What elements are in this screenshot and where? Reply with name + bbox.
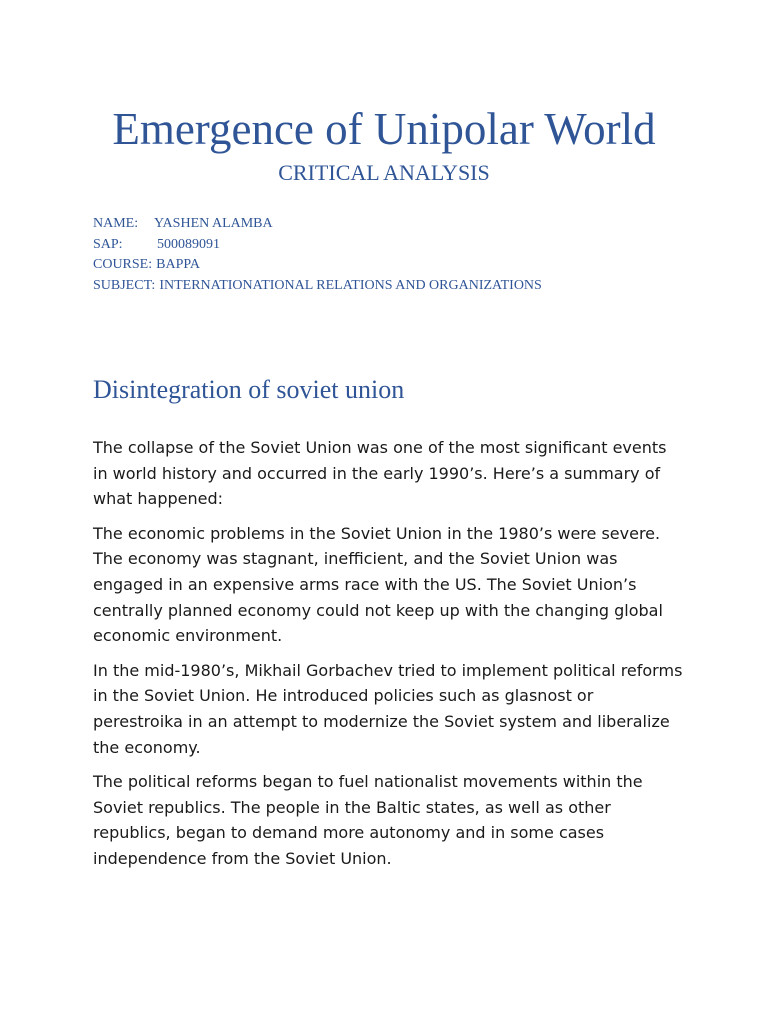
- sap-label: SAP:: [93, 236, 123, 252]
- name-value: YASHEN ALAMBA: [154, 216, 273, 231]
- subject-row: [93, 276, 542, 297]
- document-title: Emergence of Unipolar World: [112, 104, 656, 154]
- course-value: BAPPA: [156, 257, 200, 273]
- name-row: [93, 214, 542, 235]
- student-info-block: [93, 214, 542, 297]
- body-text: [93, 435, 685, 881]
- sap-value: 500089091: [157, 236, 220, 252]
- paragraph: The collapse of the Soviet Union was one of the most significant events in world history and occurred in the early 1990’s. Here’s a summary of what happened:: [93, 438, 667, 509]
- name-label: NAME:: [93, 216, 139, 231]
- course-label: COURSE:: [93, 257, 153, 273]
- subject-value: INTERNATIONATIONAL RELATIONS AND ORGANIZATIONS: [159, 278, 542, 294]
- paragraph: In the mid-1980’s, Mikhail Gorbachev tried to implement political reforms in the Soviet Union. He introduced policies such as glasnost or perestroika in an attempt to modernize the Soviet system and liberalize the economy.: [93, 660, 683, 757]
- paragraph: The political reforms began to fuel nationalist movements within the Soviet republics. The people in the Baltic states, as well as other republics, began to demand more autonomy and in some cases independence from the Soviet Union.: [93, 772, 643, 868]
- subject-label: SUBJECT:: [93, 278, 156, 294]
- document-subtitle: CRITICAL ANALYSIS: [278, 160, 490, 185]
- sap-row: [93, 235, 542, 256]
- paragraph: The economic problems in the Soviet Union in the 1980’s were severe. The economy was stagnant, inefficient, and the Soviet Union was engaged in an expensive arms race with the US. The Soviet Union’s centrally planned economy could not keep up with the changing global economic environment.: [93, 523, 663, 646]
- course-row: [93, 255, 542, 276]
- section-heading: Disintegration of soviet union: [93, 375, 405, 404]
